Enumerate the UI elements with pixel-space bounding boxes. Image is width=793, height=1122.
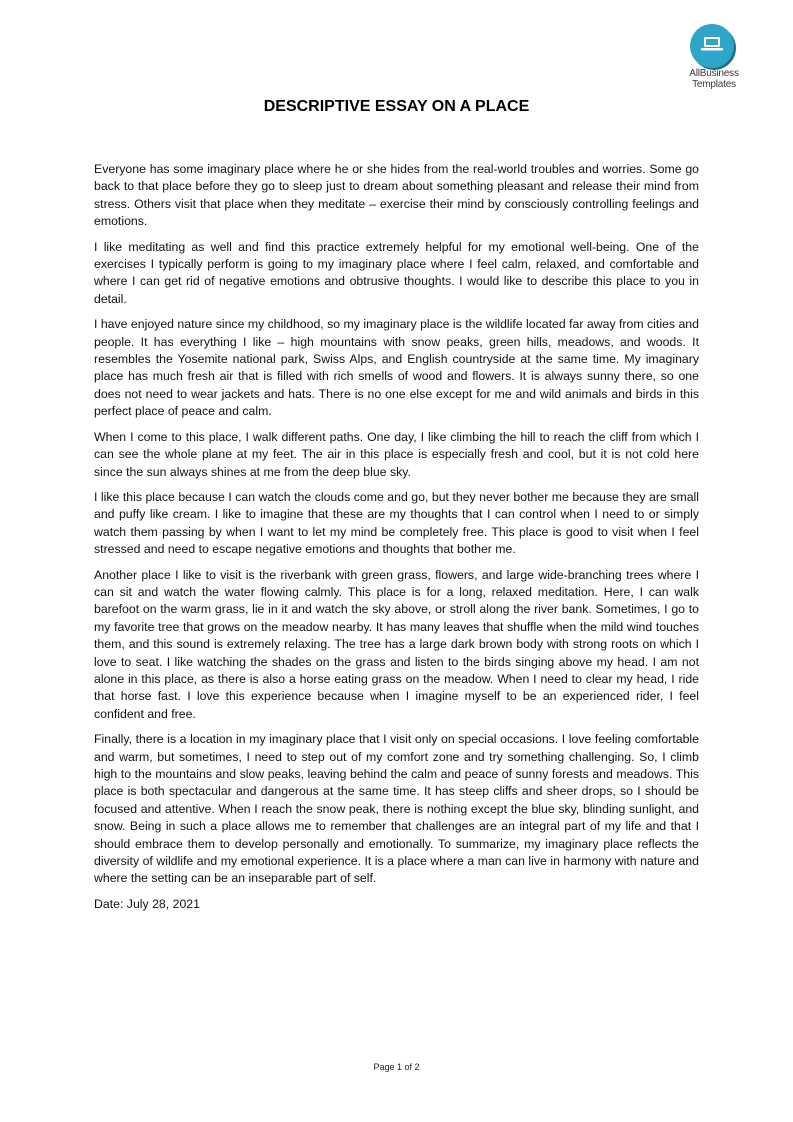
paragraph-2: I like meditating as well and find this practice extremely helpful for my emotional well-being. One of the exercises I typically perform is going to my imaginary place where I feel calm, relaxed, and comfortable and where I can get rid of negative emotions and obtrusive thoughts. I would like to describe this place to you in detail. bbox=[94, 239, 699, 306]
logo-text bbox=[676, 68, 752, 90]
paragraph-6: Another place I like to visit is the riverbank with green grass, flowers, and large wide-branching trees where I can sit and watch the water flowing calmly. This place is for a long, relaxed meditation. Here, I can walk barefoot on the warm grass, lie in it and watch the sky above, or stroll along the river bank. Sometimes, I go to my favorite tree that grows on the meadow nearby. It has many leaves that shuffle when the mild wind touches them, and this sound is extremely relaxing. The tree has a large dark brown body with strong roots on which I love to seat. I like watching the shades on the grass and listen to the birds singing above my head. I am not alone in this place, as there is also a horse eating grass on the meadow. When I need to clear my head, I ride that horse fast. I love this experience because when I imagine myself to be an experienced rider, I feel confident and free. bbox=[94, 567, 699, 721]
paragraph-3: I have enjoyed nature since my childhood, so my imaginary place is the wildlife located far away from cities and people. It has everything I like – high mountains with snow peaks, green hills, meadows, and woods. It resembles the Yosemite national park, Swiss Alps, and English countryside at the same time. My imaginary place has much fresh air that is filled with rich smells of wood and flowers. It is always sunny there, so one does not need to wear jackets and hats. There is no one else except for me and wild animals and birds in this perfect place of peace and calm. bbox=[94, 317, 699, 419]
essay-body bbox=[94, 161, 699, 921]
paragraph-5: I like this place because I can watch the clouds come and go, but they never bother me because they are small and puffy like cream. I like to imagine that these are my thoughts that I can control when I need to or simply watch them passing by when I want to let my mind be completely free. This place is good to visit when I feel stressed and need to escape negative emotions and thoughts that bother me. bbox=[94, 489, 699, 557]
date-line: Date: July 28, 2021 bbox=[94, 896, 200, 911]
paragraph-1: Everyone has some imaginary place where he or she hides from the real-world troubles and worries. Some go back to that place before they go to sleep just to dream about something pleasant and release their mind from stress. Others visit that place when they meditate – exercise their mind by consciously controlling feelings and emotions. bbox=[94, 162, 699, 229]
laptop-icon bbox=[700, 36, 724, 52]
paragraph-7: Finally, there is a location in my imaginary place that I visit only on special occasions. I love feeling comfortable and warm, but sometimes, I need to step out of my comfort zone and try something challenging. So, I climb high to the mountains and slow peaks, leaving behind the calm and peace of sunny forests and meadows. This place is both spectacular and dangerous at the same time. It has steep cliffs and sheer drops, so I should be focused and attentive. When I reach the snow peak, there is nothing except the blue sky, blinding sunlight, and snow. Being in such a place allows me to remember that challenges are an integral part of my life and that I should embrace them to develop personally and emotionally. To summarize, my imaginary place reflects the diversity of wildlife and my emotional experience. It is a place where a man can live in harmony with nature and where the setting can be an inseparable part of self. bbox=[94, 732, 699, 886]
logo-line2: Templates bbox=[692, 79, 736, 90]
paragraph-4: When I come to this place, I walk different paths. One day, I like climbing the hill to reach the cliff from which I can see the whole plane at my feet. The air in this place is especially fresh and cool, but it is not cold here since the sun always shines at me from the deep blue sky. bbox=[94, 429, 699, 479]
page-footer: Page 1 of 2 bbox=[373, 1062, 420, 1072]
document-title: DESCRIPTIVE ESSAY ON A PLACE bbox=[263, 98, 530, 115]
logo-line1: AllBusiness bbox=[689, 68, 739, 79]
company-logo bbox=[676, 20, 752, 96]
